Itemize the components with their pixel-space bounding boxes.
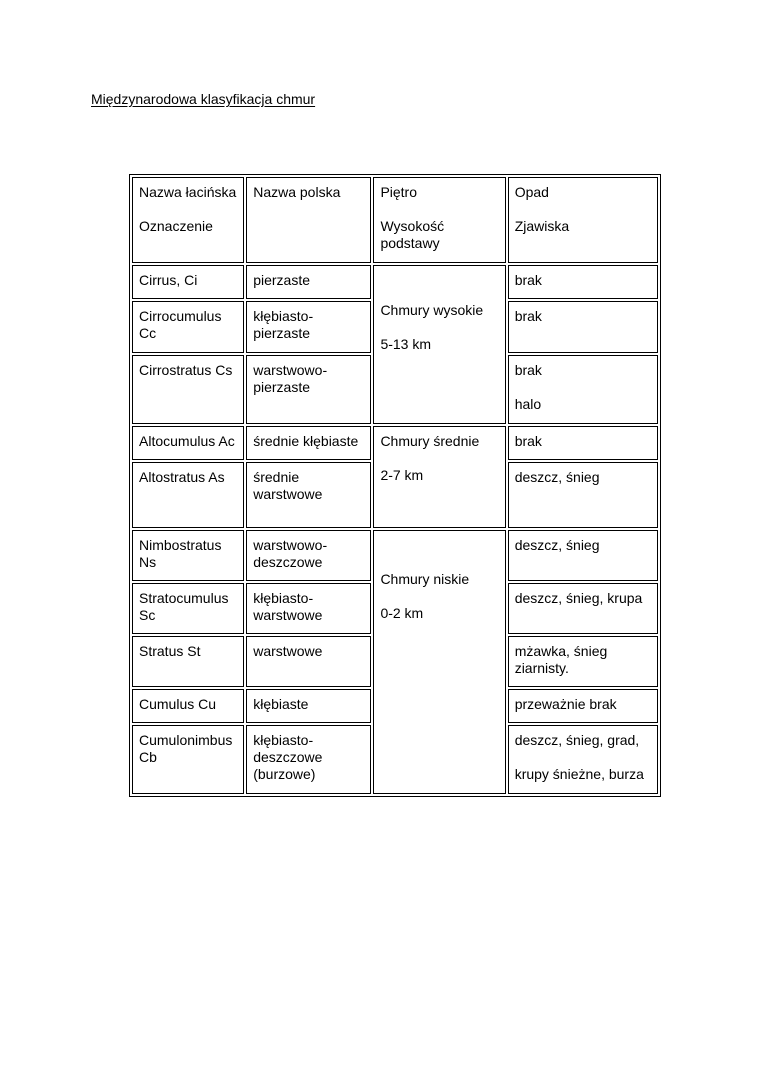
latin-name-cell: [132, 355, 244, 424]
polish-name: kłębiasto-pierzaste: [253, 308, 314, 341]
polish-name-cell: [246, 355, 371, 424]
precip-cell: [508, 462, 658, 528]
table-row: [132, 265, 658, 299]
latin-name-cell: [132, 301, 244, 353]
phenomena-value: halo: [514, 396, 542, 412]
level-name: Chmury niskie: [380, 571, 470, 587]
polish-name: pierzaste: [253, 272, 311, 288]
precip-cell: [508, 725, 658, 794]
level-cell-high: [373, 265, 505, 424]
precip-value: deszcz, śnieg, grad,: [514, 732, 640, 748]
precip-cell: [508, 583, 658, 634]
latin-name: Cirrocumulus Cc: [139, 308, 222, 341]
latin-name-cell: [132, 426, 244, 460]
precip-cell: [508, 301, 658, 353]
polish-name-cell: [246, 725, 371, 794]
latin-name-cell: [132, 636, 244, 687]
header-symbol: Oznaczenie: [139, 218, 213, 234]
latin-name: Stratocumulus Sc: [139, 590, 229, 623]
polish-name-cell: [246, 301, 371, 353]
level-height: 5-13 km: [380, 336, 432, 352]
precip-cell: [508, 689, 658, 723]
latin-name: Cumulus Cu: [139, 696, 217, 712]
polish-name: warstwowe: [253, 643, 323, 659]
polish-name-cell: [246, 636, 371, 687]
level-cell-middle: [373, 426, 505, 528]
polish-name-cell: [246, 530, 371, 581]
header-level: Piętro: [380, 184, 418, 200]
latin-name: Cirrus, Ci: [139, 272, 198, 288]
page-title: Międzynarodowa klasyfikacja chmur: [91, 91, 316, 107]
precip-value: brak: [514, 308, 542, 324]
polish-name: kłębiasto-deszczowe (burzowe): [253, 732, 323, 782]
precip-cell: [508, 265, 658, 299]
precip-cell: [508, 530, 658, 581]
header-polish: Nazwa polska: [253, 184, 341, 200]
polish-name: średnie warstwowe: [253, 469, 323, 502]
polish-name: warstwowo-deszczowe: [253, 537, 328, 570]
polish-name: warstwowo-pierzaste: [253, 362, 328, 395]
cloud-classification-table: [129, 174, 661, 797]
polish-name-cell: [246, 583, 371, 634]
latin-name-cell: [132, 583, 244, 634]
latin-name: Cirrostratus Cs: [139, 362, 233, 378]
latin-name: Altostratus As: [139, 469, 225, 485]
table-header-row: [132, 177, 658, 263]
header-latin-cell: [132, 177, 244, 263]
header-base-height: Wysokość podstawy: [380, 218, 445, 251]
precip-cell: [508, 355, 658, 424]
precip-value: mżawka, śnieg ziarnisty.: [514, 643, 608, 676]
header-polish-cell: [246, 177, 371, 263]
polish-name: średnie kłębiaste: [253, 433, 359, 449]
polish-name-cell: [246, 689, 371, 723]
precip-cell: [508, 636, 658, 687]
latin-name: Nimbostratus Ns: [139, 537, 222, 570]
latin-name: Altocumulus Ac: [139, 433, 235, 449]
header-precip: Opad: [514, 184, 549, 200]
latin-name-cell: [132, 689, 244, 723]
precip-cell: [508, 426, 658, 460]
header-latin: Nazwa łacińska: [139, 184, 237, 200]
table-row: [132, 530, 658, 581]
table-row: [132, 426, 658, 460]
header-phenomena: Zjawiska: [514, 218, 570, 234]
polish-name: kłębiaste: [253, 696, 309, 712]
phenomena-value: krupy śnieżne, burza: [514, 766, 644, 782]
level-height: 0-2 km: [380, 605, 424, 621]
polish-name-cell: [246, 426, 371, 460]
level-name: Chmury średnie: [380, 433, 480, 449]
precip-value: deszcz, śnieg, krupa: [514, 590, 643, 606]
latin-name: Cumulonimbus Cb: [139, 732, 233, 765]
polish-name-cell: [246, 462, 371, 528]
latin-name-cell: [132, 725, 244, 794]
latin-name-cell: [132, 265, 244, 299]
precip-value: deszcz, śnieg: [514, 537, 600, 553]
precip-value: brak: [514, 272, 542, 288]
level-height: 2-7 km: [380, 467, 424, 483]
precip-value: brak: [514, 433, 542, 449]
level-cell-low: [373, 530, 505, 794]
precip-value: przeważnie brak: [514, 696, 617, 712]
precip-value: brak: [514, 362, 542, 378]
latin-name: Stratus St: [139, 643, 201, 659]
level-name: Chmury wysokie: [380, 302, 484, 318]
polish-name-cell: [246, 265, 371, 299]
precip-value: deszcz, śnieg: [514, 469, 600, 485]
header-precip-cell: [508, 177, 658, 263]
latin-name-cell: [132, 530, 244, 581]
latin-name-cell: [132, 462, 244, 528]
polish-name: kłębiasto-warstwowe: [253, 590, 323, 623]
header-level-cell: [373, 177, 505, 263]
